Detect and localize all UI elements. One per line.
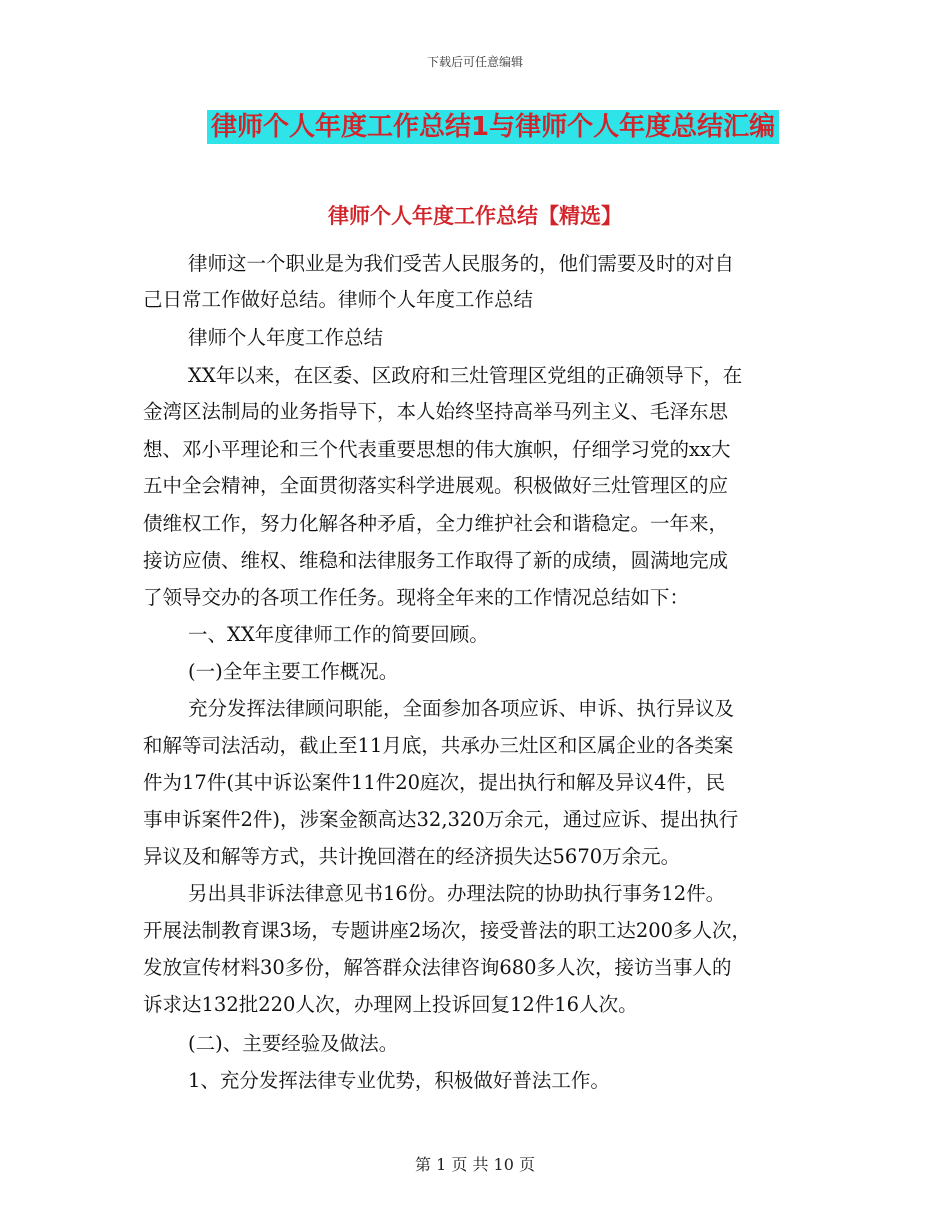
paragraph-line: 金湾区法制局的业务指导下，本人始终坚持高举马列主义、毛泽东思 bbox=[143, 400, 729, 423]
paragraph-line: 五中全会精神，全面贯彻落实科学进展观。积极做好三灶管理区的应 bbox=[143, 474, 729, 497]
paragraph-line: (一)全年主要工作概况。 bbox=[188, 660, 399, 683]
paragraph-line: 充分发挥法律顾问职能，全面参加各项应诉、申诉、执行异议及 bbox=[188, 697, 735, 720]
paragraph-line: 和解等司法活动，截止至11月底，共承办三灶区和区属企业的各类案 bbox=[143, 734, 734, 757]
paragraph-line: 1、充分发挥法律专业优势，积极做好普法工作。 bbox=[188, 1069, 610, 1092]
paragraph-line: 事申诉案件2件)，涉案金额高达32,320万余元，通过应诉、提出执行 bbox=[143, 808, 739, 831]
paragraph-line: (二)、主要经验及做法。 bbox=[188, 1032, 399, 1055]
paragraph-line: 件为17件(其中诉讼案件11件20庭次，提出执行和解及异议4件，民 bbox=[143, 771, 725, 794]
document-title: 律师个人年度工作总结1与律师个人年度总结汇编 bbox=[207, 110, 779, 144]
paragraph-line: 另出具非诉法律意见书16份。办理法院的协助执行事务12件。 bbox=[188, 882, 726, 905]
paragraph-line: 己日常工作做好总结。律师个人年度工作总结 bbox=[143, 288, 534, 311]
paragraph-line: 开展法制教育课3场，专题讲座2场次，接受普法的职工达200多人次， bbox=[143, 919, 752, 942]
paragraph-line: 诉求达132批220人次，办理网上投诉回复12件16人次。 bbox=[143, 993, 638, 1016]
page-footer: 第 1 页 共 10 页 bbox=[415, 1155, 535, 1174]
paragraph-line: 债维权工作，努力化解各种矛盾，全力维护社会和谐稳定。一年来， bbox=[143, 512, 729, 535]
paragraph-line: 律师个人年度工作总结 bbox=[188, 326, 384, 349]
paragraph-line: 接访应债、维权、维稳和法律服务工作取得了新的成绩，圆满地完成 bbox=[143, 549, 729, 572]
header-note: 下载后可任意编辑 bbox=[426, 55, 523, 69]
paragraph-line: 想、邓小平理论和三个代表重要思想的伟大旗帜，仔细学习党的xx大 bbox=[143, 438, 731, 461]
paragraph-line: XX年以来，在区委、区政府和三灶管理区党组的正确领导下，在 bbox=[188, 364, 743, 387]
paragraph-line: 律师这一个职业是为我们受苦人民服务的，他们需要及时的对自 bbox=[188, 252, 735, 275]
paragraph-line: 异议及和解等方式，共计挽回潜在的经济损失达5670万余元。 bbox=[143, 845, 681, 868]
paragraph-line: 了领导交办的各项工作任务。现将全年来的工作情况总结如下： bbox=[143, 586, 690, 609]
section-title: 律师个人年度工作总结【精选】 bbox=[328, 204, 622, 228]
paragraph-line: 发放宣传材料30多份，解答群众法律咨询680多人次，接访当事人的 bbox=[143, 956, 732, 979]
paragraph-line: 一、XX年度律师工作的简要回顾。 bbox=[188, 623, 489, 646]
